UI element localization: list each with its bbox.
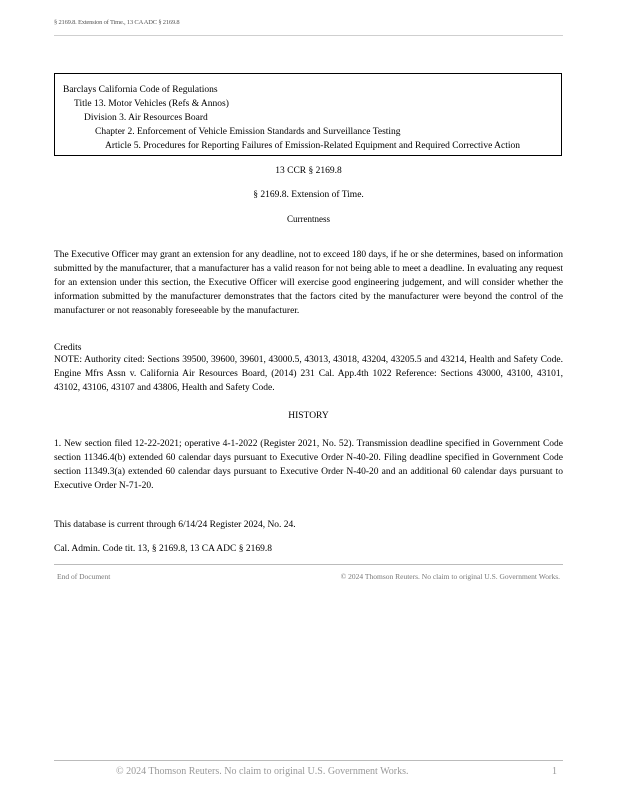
hierarchy-article[interactable]: Article 5. Procedures for Reporting Failures of Emission-Related Equipment and Required Corrective Action	[105, 141, 520, 151]
hierarchy-code[interactable]: Barclays California Code of Regulations	[63, 85, 218, 95]
credits-label: Credits	[54, 343, 82, 353]
credits-text: NOTE: Authority cited: Sections 39500, 39600, 39601, 43000.5, 43013, 43018, 43204, 43205.5 and 43214, Health and Safety Code. Engine Mfrs Assn v. California Air Resources Board, (2014) 231 Cal. App.4th 1022 Reference: Sections 43000, 43100, 43101, 43102, 43106, 43107 and 43806, Health and Safety Code.	[54, 355, 563, 393]
currentness-link[interactable]: Currentness	[287, 214, 330, 224]
page-footer	[54, 760, 563, 777]
header-rule	[54, 35, 563, 36]
hierarchy-box	[54, 73, 562, 156]
hierarchy-title[interactable]: Title 13. Motor Vehicles (Refs & Annos)	[74, 99, 229, 109]
citation: 13 CCR § 2169.8	[275, 166, 342, 176]
end-of-document-bar	[54, 564, 563, 581]
database-note: This database is current through 6/14/24 Register 2024, No. 24.	[54, 520, 296, 530]
footer-copyright: © 2024 Thomson Reuters. No claim to original U.S. Government Works.	[116, 766, 409, 777]
page-number: 1	[552, 766, 557, 777]
history-heading: HISTORY	[288, 411, 329, 421]
running-header: § 2169.8. Extension of Time., 13 CA ADC § 2169.8	[54, 19, 180, 26]
end-of-document: End of Document	[57, 572, 111, 581]
hierarchy-division[interactable]: Division 3. Air Resources Board	[84, 113, 208, 123]
admin-code-citation: Cal. Admin. Code tit. 13, § 2169.8, 13 CA ADC § 2169.8	[54, 544, 272, 554]
copyright-notice: © 2024 Thomson Reuters. No claim to original U.S. Government Works.	[340, 572, 560, 581]
section-title: § 2169.8. Extension of Time.	[253, 190, 364, 200]
body-paragraph: The Executive Officer may grant an extension for any deadline, not to exceed 180 days, if he or she determines, based on information submitted by the manufacturer, that a manufacturer has a valid reason for not being able to meet a deadline. In evaluating any request for an extension under this section, the Executive Officer will exercise good engineering judgement, and will consider whether the information submitted by the manufacturer demonstrates that the factors cited by the manufacturer were beyond the control of the manufacturer or not reasonably foreseeable by the manufacturer.	[54, 250, 563, 316]
history-text: 1. New section filed 12-22-2021; operative 4-1-2022 (Register 2021, No. 52). Transmission deadline specified in Government Code section 11346.4(b) extended 60 calendar days pursuant to Executive Order N-40-20. Filing deadline specified in Government Code section 11349.3(a) extended 60 calendar days pursuant to Executive Order N-40-20 and an additional 60 calendar days pursuant to Executive Order N-71-20.	[54, 439, 563, 491]
hierarchy-chapter[interactable]: Chapter 2. Enforcement of Vehicle Emission Standards and Surveillance Testing	[95, 127, 401, 137]
